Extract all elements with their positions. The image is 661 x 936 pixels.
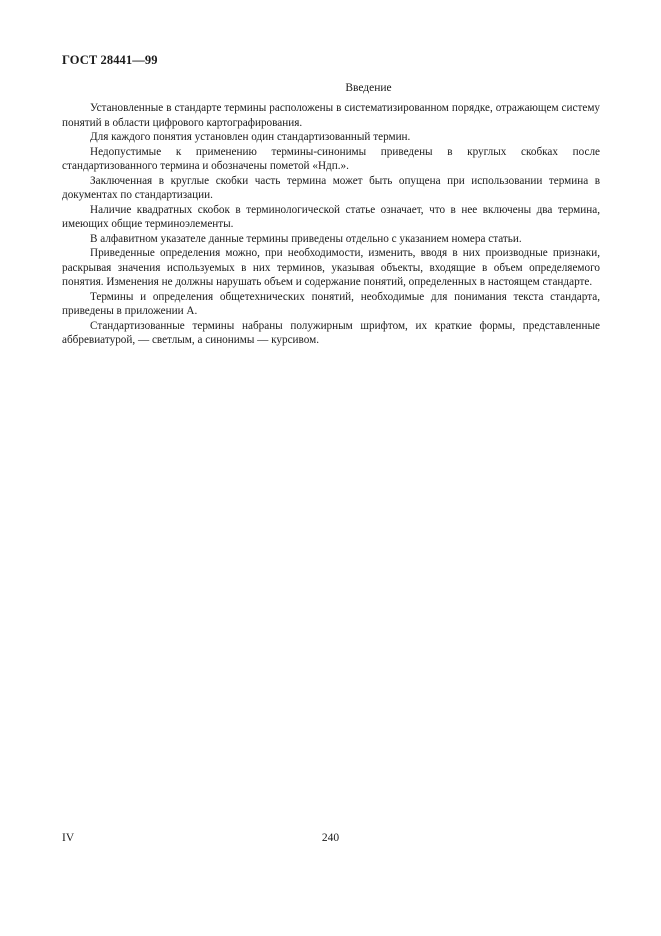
roman-page-number: IV (62, 832, 75, 844)
section-title: Введение (345, 82, 392, 94)
paragraph: В алфавитном указателе данные термины приведены отдельно с указанием номера статьи. (90, 232, 522, 245)
paragraph: Термины и определения общетехнических понятий, необходимые для понимания текста стандарта, приведены в приложении А. (62, 290, 600, 317)
paragraph: Установленные в стандарте термины расположены в систематизированном порядке, отражающем систему понятий в области цифрового картографирования. (62, 102, 600, 129)
paragraph: Для каждого понятия установлен один стандартизованный термин. (90, 131, 411, 143)
paragraph: Приведенные определения можно, при необходимости, изменить, вводя в них производные признаки, раскрывая значения используемых в них терминов, указывая объекты, входящие в объем определяемого понятия. Изменения не должны нарушать объем и содержание понятий, определенных в настоящем стандарте. (62, 247, 600, 288)
document-code: ГОСТ 28441—99 (62, 53, 158, 67)
paragraph: Недопустимые к применению термины-синонимы приведены в круглых скобках после стандартизованного термина и обозначены пометой «Ндп.». (62, 145, 600, 172)
body-text (62, 101, 600, 348)
paragraph: Наличие квадратных скобок в терминологической статье означает, что в нее включены два термина, имеющих общие терминоэлементы. (62, 203, 600, 230)
paragraph: Стандартизованные термины набраны полужирным шрифтом, их краткие формы, представленные аббревиатурой, — светлым, а синонимы — курсивом. (62, 319, 600, 346)
page-number: 240 (321, 832, 340, 844)
paragraph: Заключенная в круглые скобки часть термина может быть опущена при использовании термина в документах по стандартизации. (62, 174, 600, 201)
